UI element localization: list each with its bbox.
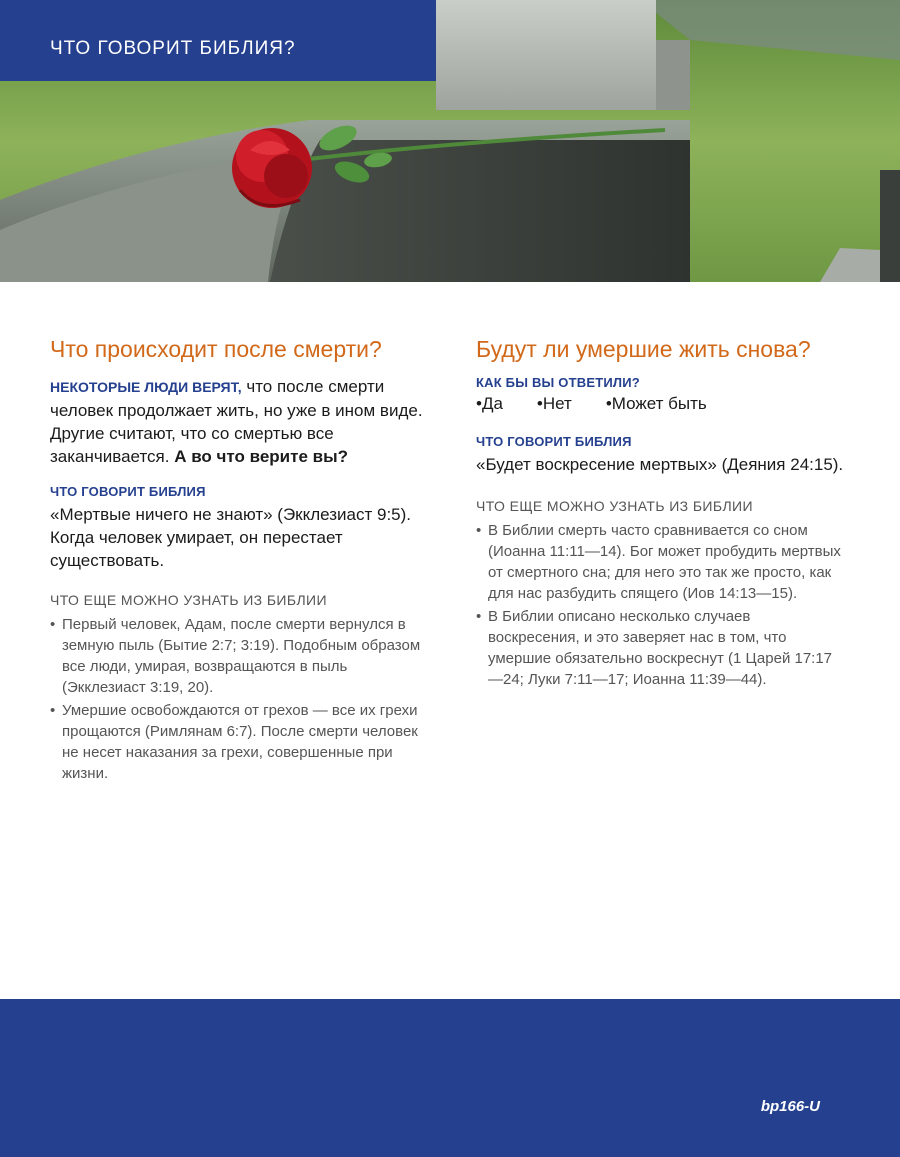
left-column bbox=[50, 336, 430, 786]
left-bullet-list bbox=[50, 614, 430, 784]
right-bible-label: ЧТО ГОВОРИТ БИБЛИЯ bbox=[476, 434, 632, 449]
lead-text: что после смерти человек продолжает жить, но уже в ином виде. Другие считают, что со смертью все заканчивается. bbox=[50, 377, 423, 466]
answer-label: КАК БЫ ВЫ ОТВЕТИЛИ? bbox=[476, 375, 640, 390]
header-banner bbox=[0, 0, 436, 81]
option-no: • Нет bbox=[537, 394, 572, 414]
list-item: • В Библии описано несколько случаев воскресения, и это заверяет нас в том, что умершие обязательно воскреснут (1 Царей 17:17—24; Луки 7:11—17; Иоанна 11:39—44). bbox=[476, 606, 846, 690]
left-heading: Что происходит после смерти? bbox=[50, 336, 382, 362]
right-column bbox=[476, 336, 846, 692]
hero-photo bbox=[0, 0, 900, 282]
left-lead-paragraph bbox=[50, 375, 430, 468]
list-item: • Умершие освобождаются от грехов — все их грехи прощаются (Римлянам 6:7). После смерти человек не несет наказания за грехи, совершенные при жизни. bbox=[50, 700, 430, 784]
lead-caps: НЕКОТОРЫЕ ЛЮДИ ВЕРЯТ, bbox=[50, 379, 242, 395]
banner-title: ЧТО ГОВОРИТ БИБЛИЯ? bbox=[50, 38, 296, 59]
option-yes: • Да bbox=[476, 394, 503, 414]
left-bible-quote: «Мертвые ничего не знают» (Экклезиаст 9:5). Когда человек умирает, он перестает существовать. bbox=[50, 505, 412, 570]
right-bullet-list bbox=[476, 520, 846, 690]
right-more-label: ЧТО ЕЩЕ МОЖНО УЗНАТЬ ИЗ БИБЛИИ bbox=[476, 498, 753, 514]
publication-code: bp166-U bbox=[760, 1098, 820, 1115]
right-heading: Будут ли умершие жить снова? bbox=[476, 336, 811, 362]
left-more-label: ЧТО ЕЩЕ МОЖНО УЗНАТЬ ИЗ БИБЛИИ bbox=[50, 592, 327, 608]
list-item: • В Библии смерть часто сравнивается со сном (Иоанна 11:11—14). Бог может пробудить мертвых от смертного сна; для него это так же просто, как для нас разбудить спящего (Иов 14:13—15). bbox=[476, 520, 846, 604]
footer-band bbox=[0, 999, 900, 1157]
option-maybe: • Может быть bbox=[606, 394, 707, 414]
list-item: • Первый человек, Адам, после смерти вернулся в земную пыль (Бытие 2:7; 3:19). Подобным образом все люди, умирая, возвращаются в пыль (Экклезиаст 3:19, 20). bbox=[50, 614, 430, 698]
left-bible-label: ЧТО ГОВОРИТ БИБЛИЯ bbox=[50, 484, 206, 499]
lead-question: А во что верите вы? bbox=[174, 447, 348, 466]
answer-options bbox=[476, 394, 846, 414]
right-bible-quote: «Будет воскресение мертвых» (Деяния 24:15). bbox=[476, 455, 844, 474]
